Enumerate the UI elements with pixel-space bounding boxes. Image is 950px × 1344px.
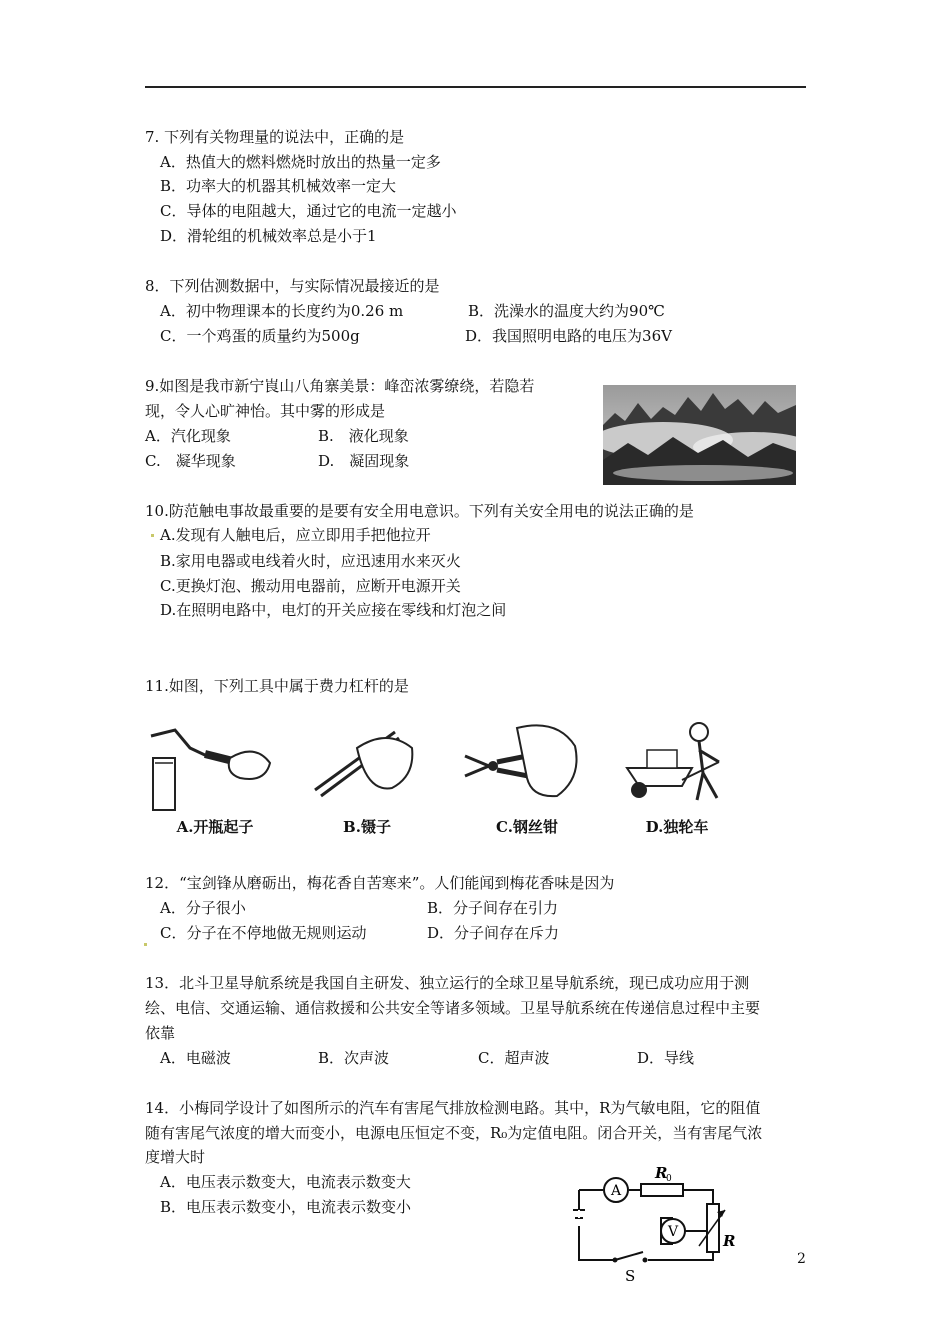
q14-option-a: A．电压表示数变大，电流表示数变大 [160,1173,411,1191]
q9-stem-line2: 现，令人心旷神怡。其中雾的形成是 [145,402,386,420]
q7-option-d: D．滑轮组的机械效率总是小于1 [160,227,377,245]
q9-stem-line1: 9.如图是我市新宁崀山八角寨美景：峰峦浓雾缭绕，若隐若 [145,377,535,395]
q7-stem: 7. 下列有关物理量的说法中，正确的是 [145,128,405,146]
tool-caption-b: B.镊子 [343,818,391,836]
misty-mountain-photo [603,385,796,485]
q14-stem-line3: 度增大时 [145,1148,206,1166]
q8-option-b: B．洗澡水的温度大约为90℃ [468,302,665,320]
q10-option-a: A.发现有人触电后，应立即用手把他拉开 [160,526,431,544]
q8-stem: 8．下列估测数据中，与实际情况最接近的是 [145,277,440,295]
q9-option-b: B. 液化现象 [318,427,409,445]
q10-stem: 10.防范触电事故最重要的是要有安全用电意识。下列有关安全用电的说法正确的是 [145,502,694,520]
q7-option-c: C．导体的电阻越大，通过它的电流一定越小 [160,202,457,220]
q9-option-c: C. 凝华现象 [145,452,236,470]
q14-stem-line2: 随有害尾气浓度的增大而变小，电源电压恒定不变，R₀为定值电阻。闭合开关，当有害尾气浓 [145,1124,763,1142]
tool-caption-a: A.开瓶起子 [176,818,254,836]
q9-option-d: D. 凝固现象 [318,452,410,470]
q13-stem-line3: 依靠 [145,1024,176,1042]
bottle-opener-figure [145,718,285,843]
q13-option-c: C．超声波 [478,1049,550,1067]
q12-option-c: C．分子在不停地做无规则运动 [160,924,367,942]
q12-stem: 12．“宝剑锋从磨砺出，梅花香自苦寒来”。人们能闻到梅花香味是因为 [145,874,615,892]
q8-option-d: D．我国照明电路的电压为36V [465,327,672,345]
q13-stem-line1: 13．北斗卫星导航系统是我国自主研发、独立运行的全球卫星导航系统，现已成功应用于测 [145,974,750,992]
q12-option-d: D．分子间存在斥力 [427,924,560,942]
q13-option-b: B．次声波 [318,1049,390,1067]
q10-option-d: D.在照明电路中，电灯的开关应接在零线和灯泡之间 [160,601,507,619]
q7-option-a: A．热值大的燃料燃烧时放出的热量一定多 [160,153,441,171]
r0-subscript: 0 [666,1174,672,1184]
q10-option-c: C.更换灯泡、搬动用电器前，应断开电源开关 [160,577,461,595]
q8-option-c: C．一个鸡蛋的质量约为500g [160,327,360,345]
tool-caption-c: C.钢丝钳 [496,818,558,836]
r0-label: R [655,1164,668,1182]
r-label: R [723,1232,736,1250]
q10-option-b: B.家用电器或电线着火时，应迅速用水来灭火 [160,552,461,570]
wheelbarrow-figure [607,718,747,843]
pliers-figure [457,718,597,843]
q8-option-a: A．初中物理课本的长度约为0.26 m [160,302,404,320]
circuit-diagram [573,1160,748,1285]
tool-caption-d: D.独轮车 [645,818,709,836]
q14-stem-line1: 14．小梅同学设计了如图所示的汽车有害尾气排放检测电路。其中，R为气敏电阻，它的阻值 [145,1099,761,1117]
q7-option-b: B．功率大的机器其机械效率一定大 [160,177,397,195]
q13-option-d: D．导线 [637,1049,695,1067]
header-rule [145,86,806,88]
q13-stem-line2: 绘、电信、交通运输、通信救援和公共安全等诸多领域。卫星导航系统在传递信息过程中主要 [145,999,761,1017]
q11-stem: 11.如图，下列工具中属于费力杠杆的是 [145,677,409,695]
q9-option-a: A．汽化现象 [145,427,231,445]
ammeter-label: A [610,1183,622,1199]
lever-tools-figure [145,718,735,843]
q13-option-a: A．电磁波 [160,1049,231,1067]
scan-dot [144,943,147,946]
scan-dot [151,534,154,537]
tweezers-figure [297,718,437,843]
voltmeter-label: V [667,1224,679,1240]
q14-option-b: B．电压表示数变小，电流表示数变小 [160,1198,412,1216]
page-number: 2 [797,1251,806,1267]
q12-option-a: A．分子很小 [160,899,246,917]
q12-option-b: B．分子间存在引力 [427,899,559,917]
switch-label: S [625,1267,636,1285]
